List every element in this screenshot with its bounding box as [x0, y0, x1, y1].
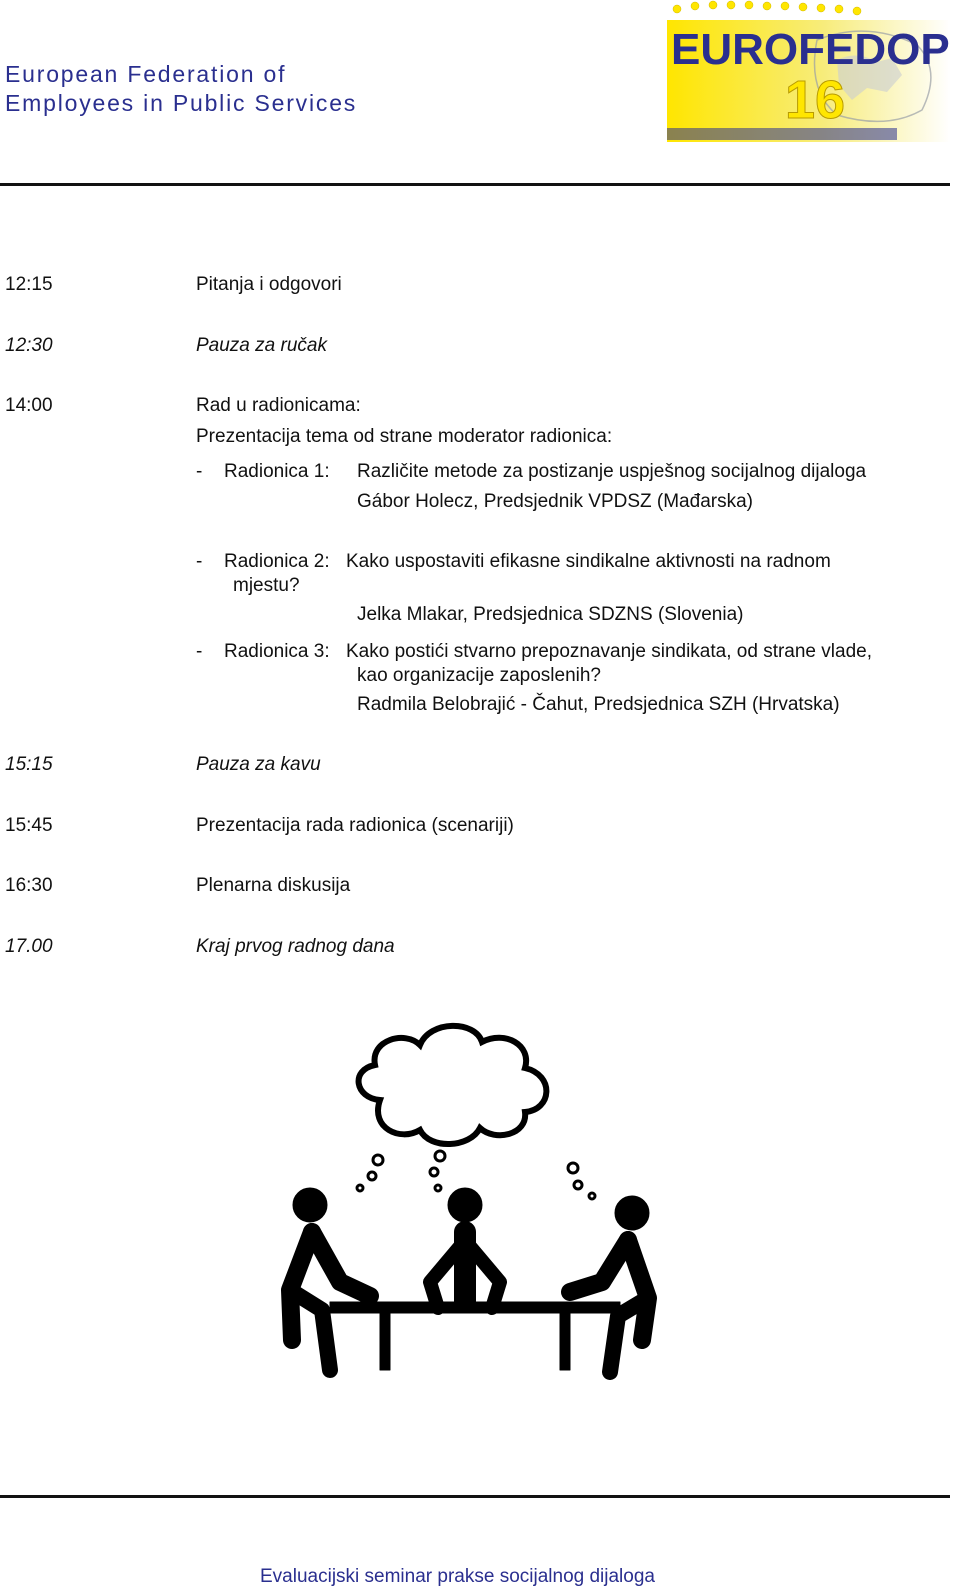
table-top	[330, 1302, 620, 1313]
workshop-topic-continued: kao organizacije zaposlenih?	[357, 665, 601, 686]
person-middle-head-icon	[448, 1188, 482, 1222]
eurofedop-logo	[667, 0, 950, 142]
agenda-time: 17.00	[5, 936, 53, 957]
workshop-label: Radionica 1:	[224, 461, 330, 482]
agenda-item-title: Pitanja i odgovori	[196, 274, 342, 295]
logo-number: 16	[785, 70, 846, 130]
person-right-head-icon	[615, 1196, 649, 1230]
thought-cloud-icon	[359, 1026, 547, 1144]
workshop-dash: -	[196, 551, 203, 572]
footer-rule	[0, 1495, 950, 1498]
workshop-topic: Kako postići stvarno prepoznavanje sindikata, od strane vlade,	[346, 641, 872, 662]
agenda-item-subtitle: Prezentacija tema od strane moderator radionica:	[196, 426, 613, 447]
agenda-time: 16:30	[5, 875, 53, 896]
workshop-moderator: Gábor Holecz, Predsjednik VPDSZ (Mađarska)	[357, 491, 753, 512]
agenda-item-title: Kraj prvog radnog dana	[196, 936, 395, 957]
workshop-label: Radionica 3:	[224, 641, 330, 662]
person-right-body	[570, 1240, 628, 1292]
agenda-item-title: Pauza za kavu	[196, 754, 321, 775]
agenda-item-title: Plenarna diskusija	[196, 875, 351, 896]
agenda-time: 12:15	[5, 274, 53, 295]
org-line-1: European Federation of	[5, 61, 287, 87]
workshop-dash: -	[196, 641, 203, 662]
header-rule	[0, 183, 950, 186]
agenda-item-title: Rad u radionicama:	[196, 395, 361, 416]
person-left-body	[312, 1232, 370, 1296]
organization-name	[5, 60, 357, 118]
agenda-item-title: Pauza za ručak	[196, 335, 327, 356]
logo-text: EUROFEDOP	[671, 25, 950, 74]
agenda-item-title: Prezentacija rada radionica (scenariji)	[196, 815, 514, 836]
workshop-topic: Različite metode za postizanje uspješnog socijalnog dijaloga	[357, 461, 867, 482]
org-line-2: Employees in Public Services	[5, 90, 358, 116]
workshop-topic: Kako uspostaviti efikasne sindikalne aktivnosti na radnom	[346, 551, 831, 572]
workshop-topic-continued: mjestu?	[233, 575, 300, 596]
agenda-time: 15:15	[5, 754, 53, 775]
footer-text: Evaluacijski seminar prakse socijalnog dijaloga	[260, 1566, 655, 1587]
meeting-illustration	[270, 1020, 680, 1380]
person-left-head-icon	[293, 1188, 327, 1222]
agenda-time: 15:45	[5, 815, 53, 836]
workshop-moderator: Radmila Belobrajić - Čahut, Predsjednica SZH (Hrvatska)	[357, 694, 840, 715]
agenda-time: 14:00	[5, 395, 53, 416]
workshop-label: Radionica 2:	[224, 551, 330, 572]
workshop-moderator: Jelka Mlakar, Predsjednica SDZNS (Slovenia)	[357, 604, 744, 625]
agenda-time: 12:30	[5, 335, 53, 356]
workshop-dash: -	[196, 461, 203, 482]
